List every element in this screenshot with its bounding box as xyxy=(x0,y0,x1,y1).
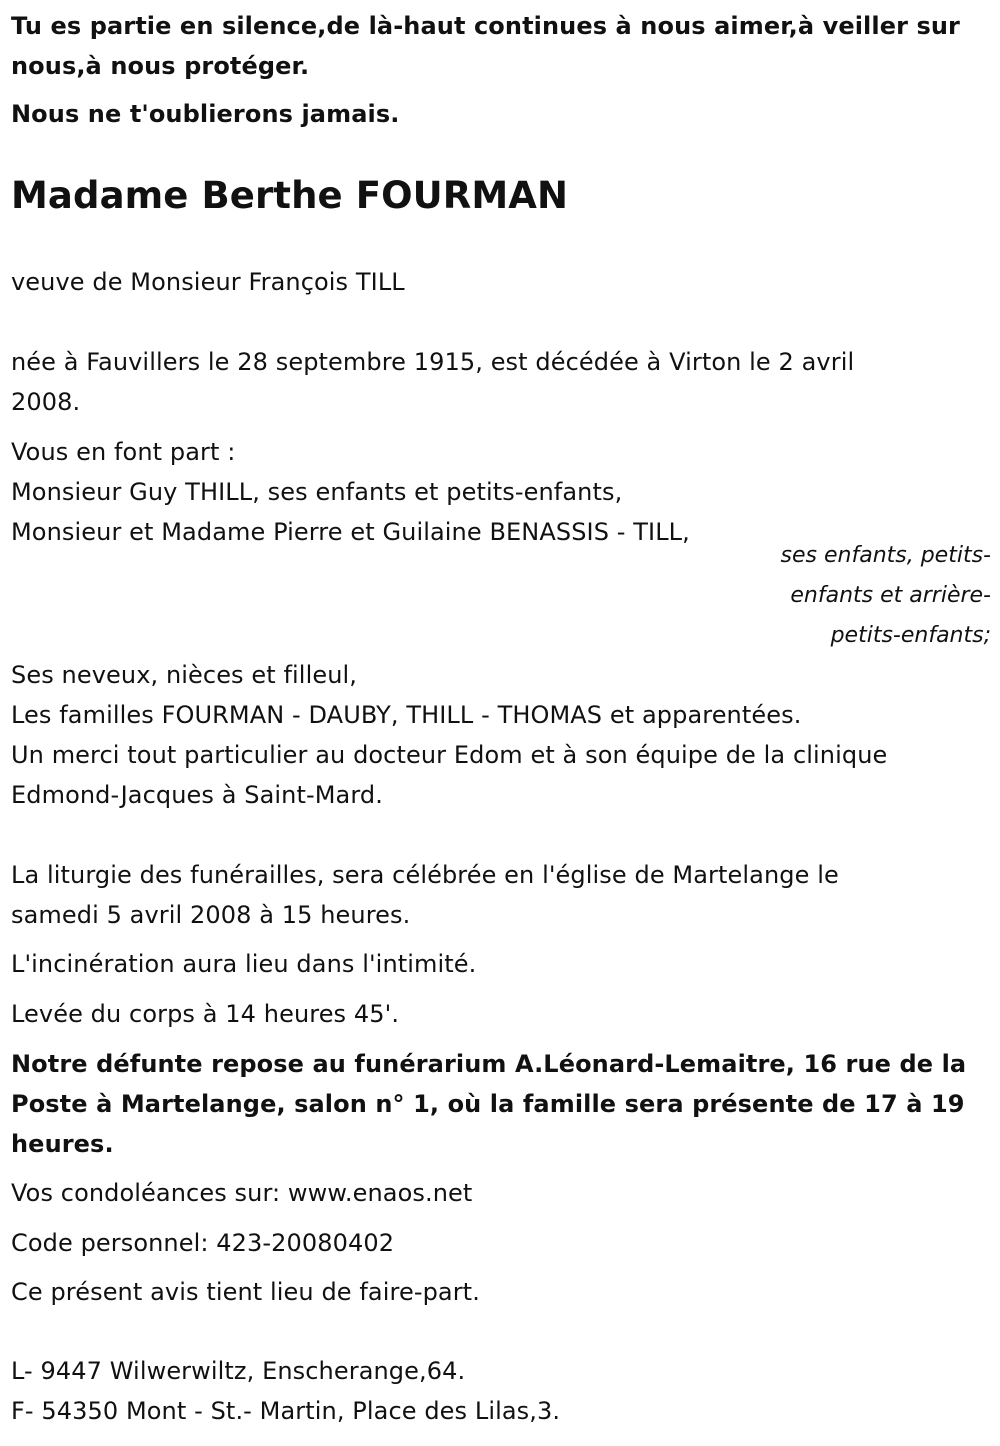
family-line-2: Monsieur et Madame Pierre et Guilaine BENASSIS - TILL, xyxy=(11,518,690,546)
code-line: Code personnel: 423-20080402 xyxy=(11,1229,395,1257)
notice-line: Ce présent avis tient lieu de faire-part. xyxy=(11,1278,480,1306)
liturgy-line-1: La liturgie des funérailles, sera célébrée en l'église de Martelange le xyxy=(11,861,839,889)
address-line-2: F- 54350 Mont - St.- Martin, Place des Lilas,3. xyxy=(11,1397,561,1425)
intro-line-1: Tu es partie en silence,de là-haut continues à nous aimer,à veiller sur xyxy=(11,12,960,40)
incineration-line: L'incinération aura lieu dans l'intimité. xyxy=(11,950,477,978)
intro-line-3: Nous ne t'oublierons jamais. xyxy=(11,100,400,128)
family-italic-3: petits-enfants; xyxy=(830,623,991,648)
family-line-4: Les familles FOURMAN - DAUBY, THILL - THOMAS et apparentées. xyxy=(11,701,802,729)
birth-death-line-1: née à Fauvillers le 28 septembre 1915, est décédée à Virton le 2 avril xyxy=(11,348,855,376)
levee-line: Levée du corps à 14 heures 45'. xyxy=(11,1000,400,1028)
birth-death-line-2: 2008. xyxy=(11,388,81,416)
address-line-1: L- 9447 Wilwerwiltz, Enscherange,64. xyxy=(11,1357,466,1385)
rest-line-1: Notre défunte repose au funérarium A.Léonard-Lemaitre, 16 rue de la xyxy=(11,1050,967,1078)
family-line-3: Ses neveux, nièces et filleul, xyxy=(11,661,358,689)
rest-line-2: Poste à Martelange, salon n° 1, où la famille sera présente de 17 à 19 xyxy=(11,1090,965,1118)
family-italic-2: enfants et arrière- xyxy=(790,583,991,608)
family-line-1: Monsieur Guy THILL, ses enfants et petits-enfants, xyxy=(11,478,623,506)
rest-line-3: heures. xyxy=(11,1130,114,1158)
family-intro: Vous en font part : xyxy=(11,438,236,466)
thanks-line-2: Edmond-Jacques à Saint-Mard. xyxy=(11,781,383,809)
thanks-line-1: Un merci tout particulier au docteur Edom et à son équipe de la clinique xyxy=(11,741,888,769)
deceased-name: Madame Berthe FOURMAN xyxy=(11,174,569,217)
liturgy-line-2: samedi 5 avril 2008 à 15 heures. xyxy=(11,901,411,929)
family-italic-1: ses enfants, petits- xyxy=(780,543,991,568)
condolences-line: Vos condoléances sur: www.enaos.net xyxy=(11,1179,473,1207)
widow-of-line: veuve de Monsieur François TILL xyxy=(11,268,405,296)
intro-line-2: nous,à nous protéger. xyxy=(11,52,310,80)
